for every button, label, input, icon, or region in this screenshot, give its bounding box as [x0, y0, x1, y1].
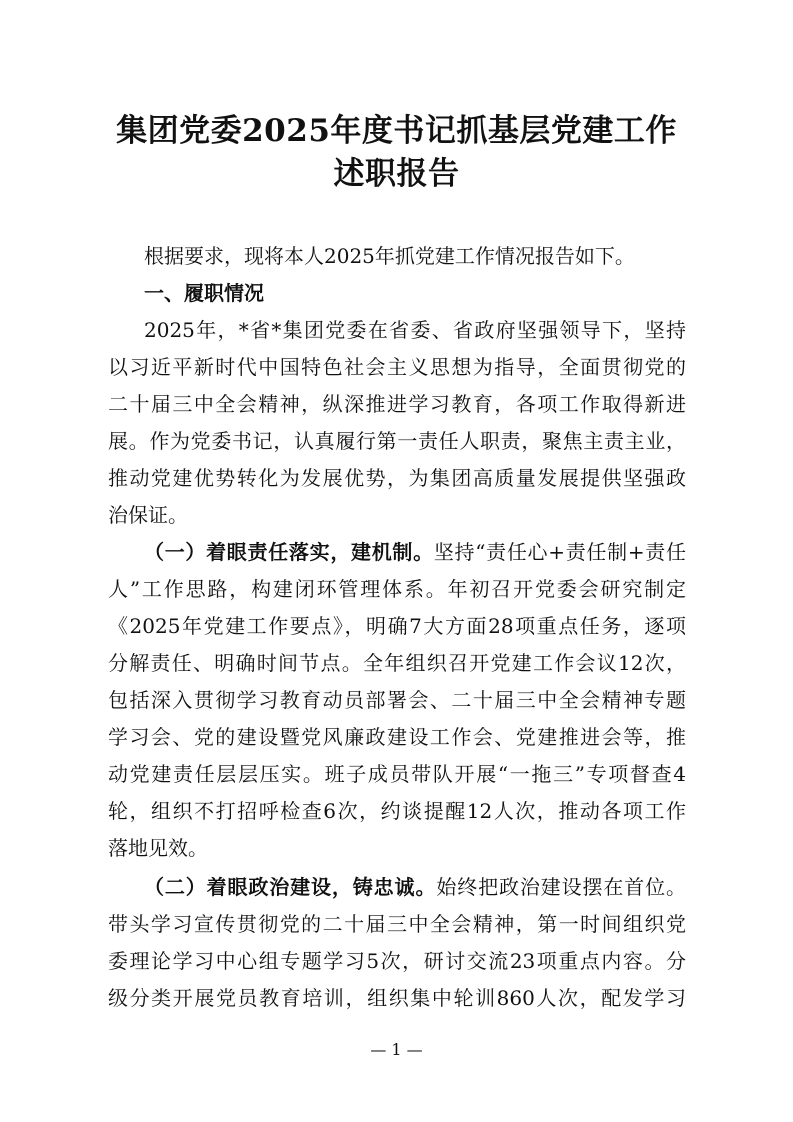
section-heading: 一、履职情况: [144, 281, 264, 305]
paragraph-responsibility: [108, 534, 686, 867]
title-line-1: 集团党委2025年度书记抓基层党建工作: [116, 113, 677, 149]
text-line: 推动党建优势转化为发展优势，为集团高质量发展提供坚强政: [108, 466, 686, 490]
text-line: 二十届三中全会精神，纵深推进学习教育，各项工作取得新进: [108, 392, 686, 416]
text-line: 2025年，*省*集团党委在省委、省政府坚强领导下，坚持: [144, 318, 686, 342]
text-line: 落地见效。: [108, 836, 208, 860]
text-span: 始终把政治建设摆在首位。: [436, 875, 687, 899]
text-line: 人”工作思路，构建闭环管理体系。年初召开党委会研究制定: [108, 577, 686, 601]
title-line-2: 述职报告: [333, 156, 460, 192]
text-line: [108, 534, 686, 571]
text-line: 学习会、党的建设暨党风廉政建设工作会、党建推进会等，推: [108, 725, 686, 749]
intro-paragraph: 根据要求，现将本人2025年抓党建工作情况报告如下。: [144, 244, 635, 268]
text-line: 轮，组织不打招呼检查6次，约谈提醒12人次，推动各项工作: [108, 799, 686, 823]
subheading: （一）着眼责任落实，建机制。: [144, 540, 434, 564]
paragraph-political: [108, 869, 686, 1017]
text-span: 坚持“责任心+责任制+责任: [433, 540, 686, 564]
text-line: 分解责任、明确时间节点。全年组织召开党建工作会议12次，: [108, 651, 686, 675]
text-line: 展。作为党委书记，认真履行第一责任人职责，聚焦主责主业，: [108, 429, 686, 453]
subheading: （二）着眼政治建设，铸忠诚。: [144, 875, 437, 899]
text-line: 包括深入贯彻学习教育动员部署会、二十届三中全会精神专题: [108, 688, 686, 712]
text-line: 级分类开展党员教育培训，组织集中轮训860人次，配发学习: [108, 986, 686, 1010]
page-number: — 1 —: [370, 1040, 423, 1059]
text-line: 治保证。: [108, 503, 188, 527]
text-line: 动党建责任层层压实。班子成员带队开展“一拖三”专项督查4: [108, 762, 686, 786]
text-line: [108, 869, 686, 906]
document-title: [60, 110, 733, 196]
paragraph-overview: [108, 312, 686, 534]
text-line: 以习近平新时代中国特色社会主义思想为指导，全面贯彻党的: [108, 355, 686, 379]
text-line: 委理论学习中心组专题学习5次，研讨交流23项重点内容。分: [108, 949, 686, 973]
text-line: 带头学习宣传贯彻党的二十届三中全会精神，第一时间组织党: [108, 912, 686, 936]
text-line: 《2025年党建工作要点》，明确7大方面28项重点任务，逐项: [108, 614, 686, 638]
document-body: [108, 238, 686, 1017]
